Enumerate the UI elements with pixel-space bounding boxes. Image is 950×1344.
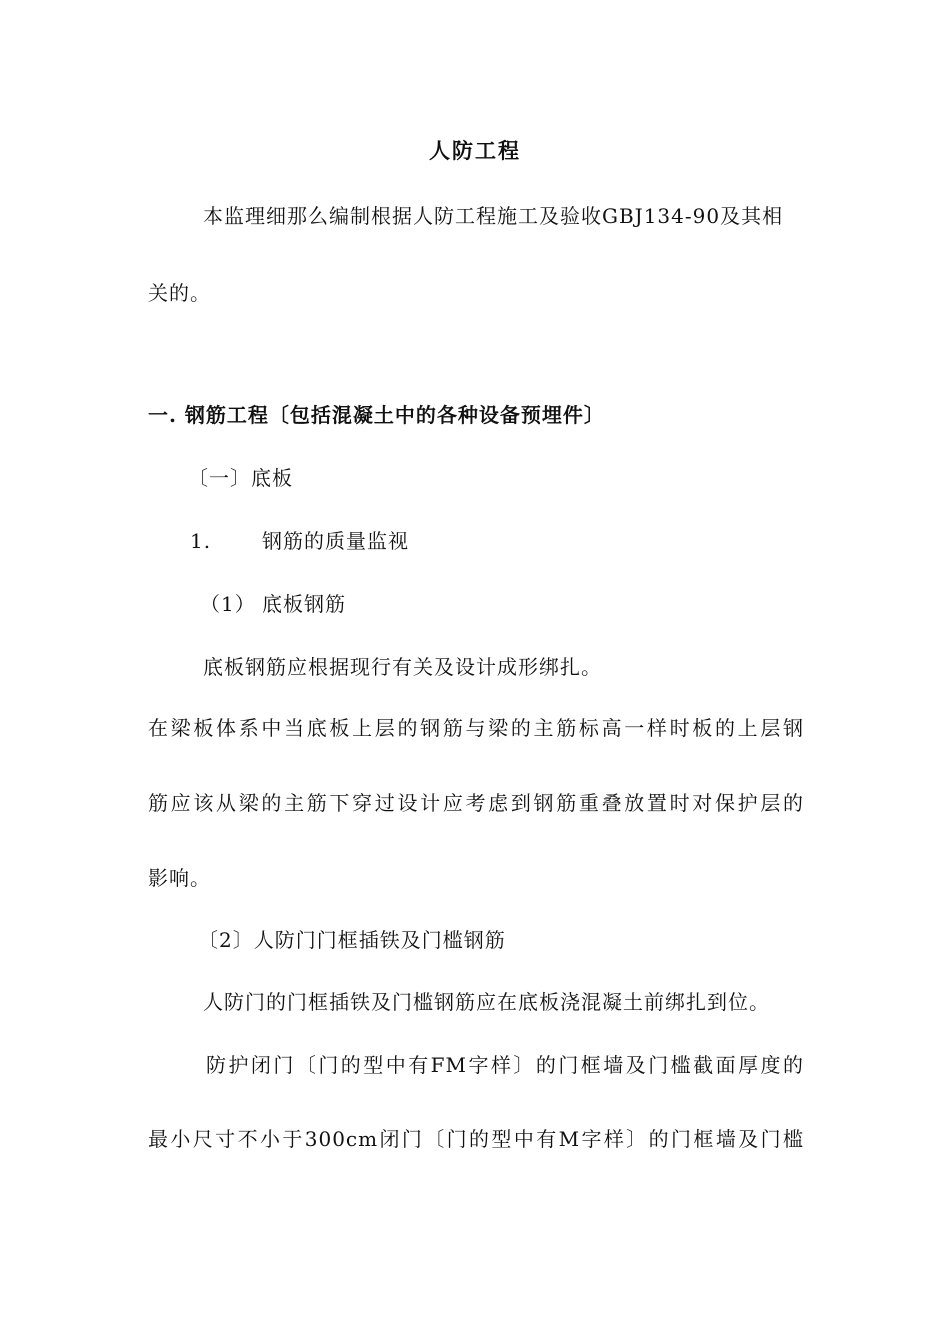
subitem-text-1: 底板钢筋 <box>262 592 346 616</box>
section-heading-1: 一. 钢筋工程〔包括混凝土中的各种设备预埋件〕 <box>148 403 605 427</box>
paragraph-1: 底板钢筋应根据现行有关及设计成形绑扎。 <box>203 655 602 679</box>
subsection-heading-1: 〔一〕底板 <box>188 466 293 490</box>
document-title: 人防工程 <box>429 138 521 163</box>
paragraph-4-line-2: 最小尺寸不小于300cm闭门〔门的型中有M字样〕的门框墙及门槛 <box>148 1127 804 1151</box>
paragraph-4-line-1: 防护闭门〔门的型中有FM字样〕的门框墙及门槛截面厚度的 <box>206 1053 804 1077</box>
intro-line-2: 关的。 <box>148 281 211 305</box>
intro-line-1: 本监理细那么编制根据人防工程施工及验收GBJ134-90及其相 <box>203 204 784 228</box>
item-heading-2: 〔2〕人防门门框插铁及门槛钢筋 <box>198 928 506 952</box>
subitem-number-1: （1） <box>200 592 256 616</box>
paragraph-3: 人防门的门框插铁及门槛钢筋应在底板浇混凝土前绑扎到位。 <box>203 990 770 1014</box>
paragraph-2-line-2: 筋应该从梁的主筋下穿过设计应考虑到钢筋重叠放置时对保护层的 <box>148 791 804 815</box>
paragraph-2-line-3: 影响。 <box>148 866 211 890</box>
paragraph-2-line-1: 在梁板体系中当底板上层的钢筋与梁的主筋标高一样时板的上层钢 <box>148 716 804 740</box>
item-number-1: 1. <box>190 529 212 553</box>
item-text-1: 钢筋的质量监视 <box>262 529 409 553</box>
